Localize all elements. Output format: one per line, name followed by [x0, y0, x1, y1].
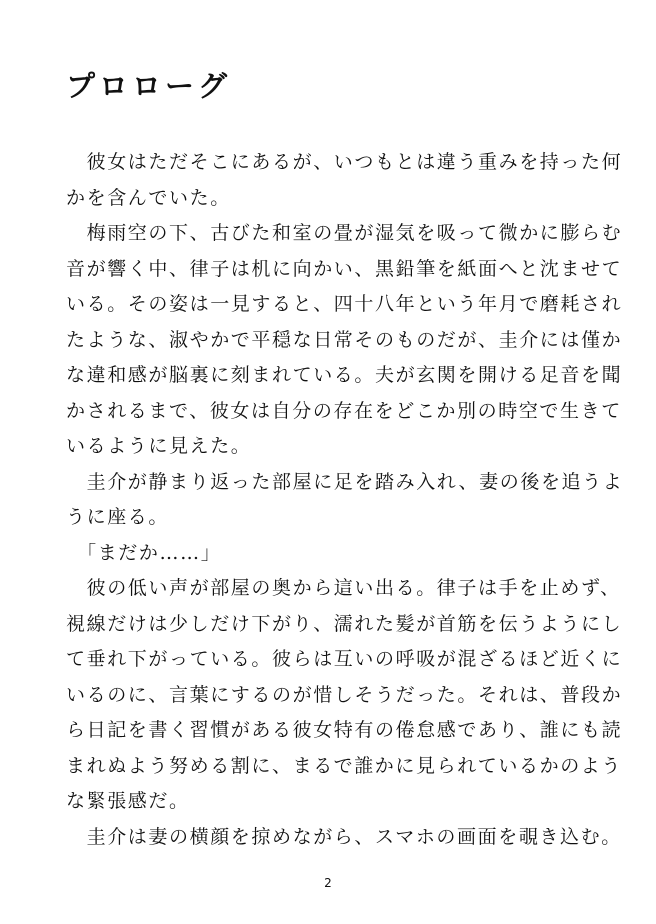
text-line: うに座る。 [66, 506, 170, 528]
text-line: かを含んでいた。 [66, 186, 231, 209]
page-number: 2 [324, 876, 332, 890]
text-line: 梅雨空の下、古びた和室の畳が湿気を吸って微かに膨らむ [66, 222, 623, 244]
text-line: まれぬよう努める割に、まるで誰かに見られているかのよう [66, 754, 623, 777]
text-line: 音が響く中、律子は机に向かい、黒鉛筆を紙面へと沈ませて [66, 257, 623, 280]
text-line: な違和感が脳裏に刻まれている。夫が玄関を開ける足音を聞 [66, 364, 623, 386]
text-line: いる。その姿は一見すると、四十八年という年月で磨耗され [66, 293, 623, 315]
text-line: いるのに、言葉にするのが惜しそうだった。それは、普段か [66, 683, 623, 706]
body-text [66, 145, 624, 855]
text-line: いるように見えた。 [66, 435, 252, 457]
text-line: 彼の低い声が部屋の奥から這い出る。律子は手を止めず、 [66, 577, 621, 599]
text-line: 視線だけは少しだけ下がり、濡れた髪が首筋を伝うようにし [66, 612, 623, 635]
text-line: ら日記を書く習慣がある彼女特有の倦怠感であり、誰にも読 [66, 719, 623, 741]
chapter-title: プロローグ [66, 69, 232, 103]
text-line: 「まだか……」 [66, 541, 222, 564]
text-line: 圭介は妻の横顔を掠めながら、スマホの画面を覗き込む。 [66, 825, 622, 848]
text-line: て垂れ下がっている。彼らは互いの呼吸が混ざるほど近くに [66, 648, 623, 670]
text-line: な緊張感だ。 [66, 790, 190, 812]
text-line: 圭介が静まり返った部屋に足を踏み入れ、妻の後を追うよ [66, 470, 624, 493]
text-line: 彼女はただそこにあるが、いつもとは違う重みを持った何 [66, 151, 623, 173]
text-line: かされるまで、彼女は自分の存在をどこか別の時空で生きて [66, 399, 622, 422]
text-line: たような、淑やかで平穏な日常そのものだが、圭介には僅か [66, 328, 623, 351]
